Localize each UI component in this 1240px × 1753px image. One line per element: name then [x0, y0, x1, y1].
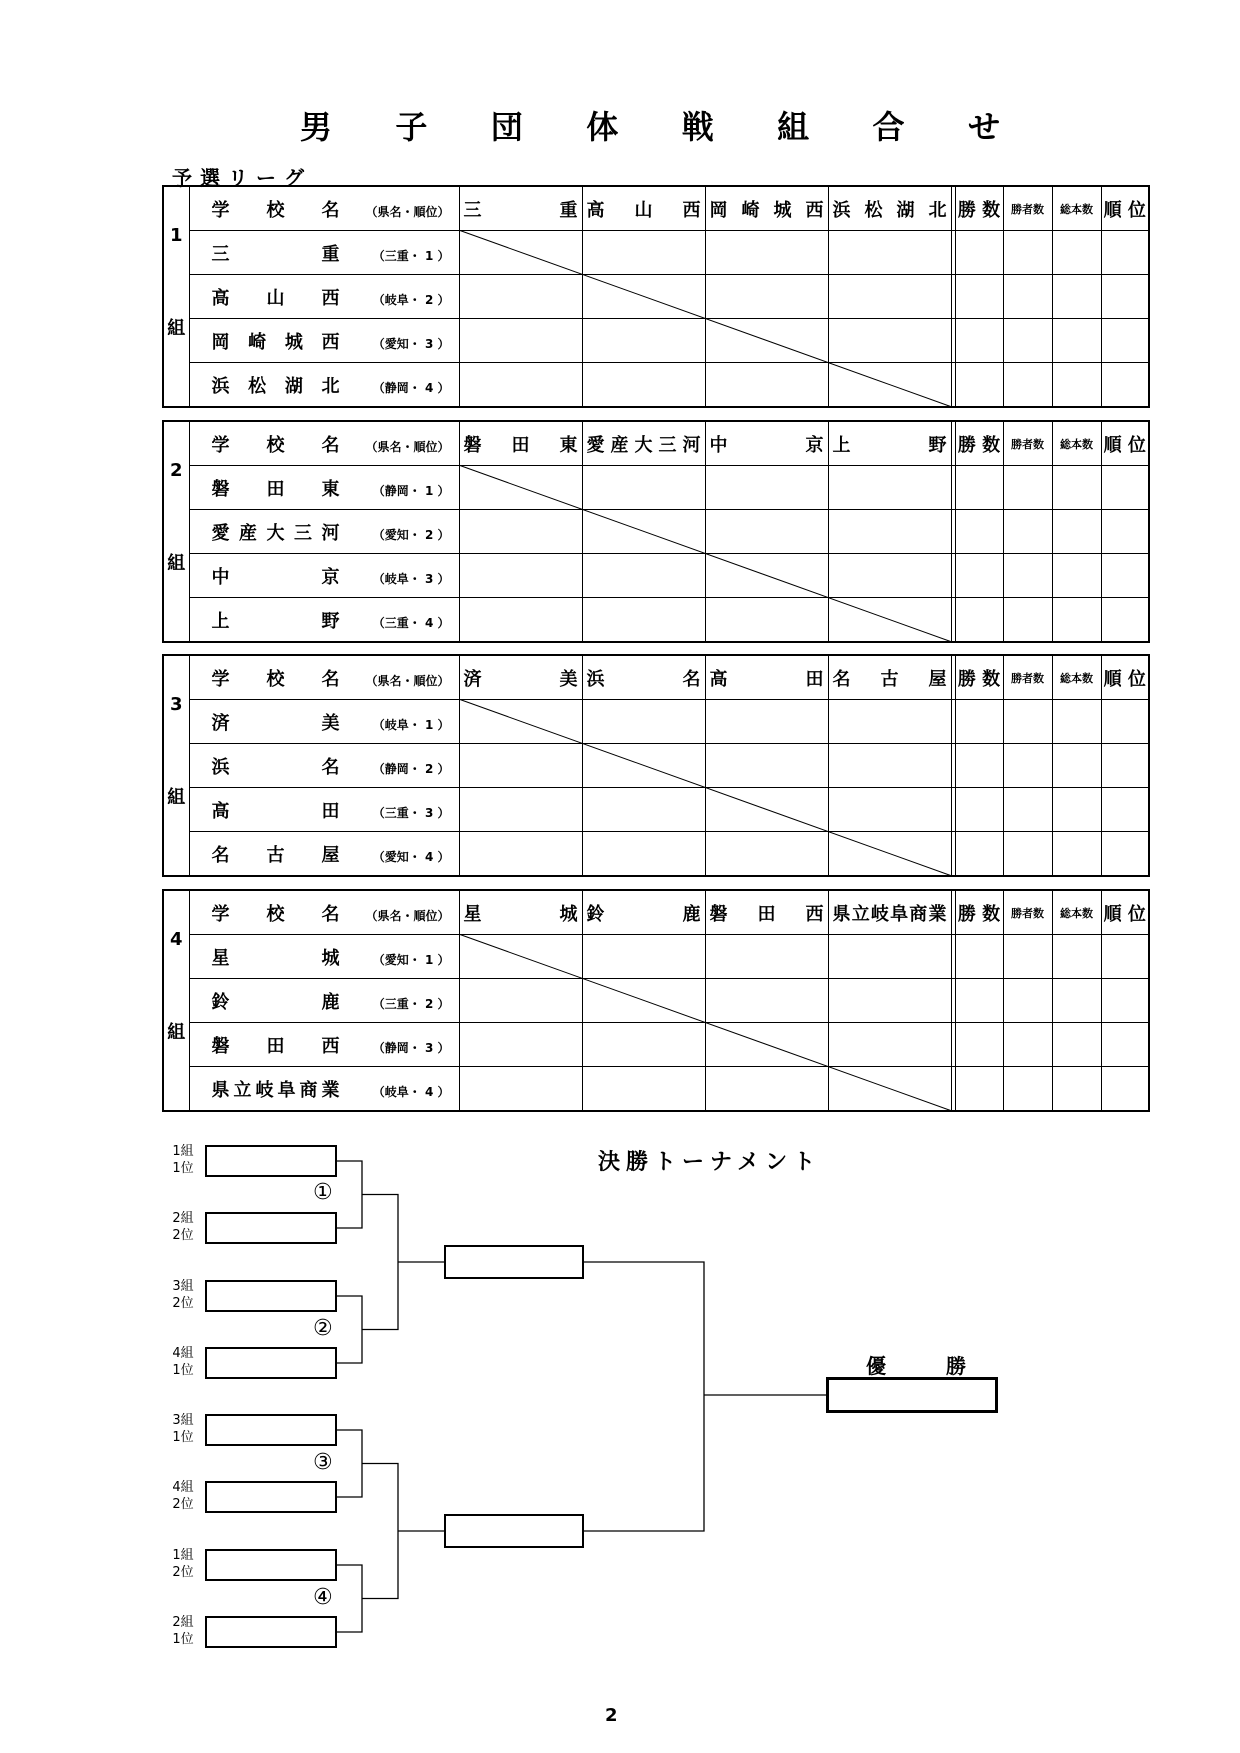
school-name: 磐田西 — [211, 1035, 340, 1057]
opponent-header-name: 県立岐阜商業 — [832, 903, 947, 925]
school-info: （愛知・ 1 ） — [372, 952, 450, 967]
title-char: 体 — [586, 108, 619, 146]
school-name-header-label: 学 校 名 — [211, 668, 340, 690]
total-header: 総本数 — [1052, 890, 1101, 935]
wins-header: 勝 数 — [955, 421, 1003, 466]
group-kumi-label: 組 — [167, 553, 186, 574]
group-number: 1 — [169, 225, 183, 246]
winners-header: 勝者数 — [1003, 421, 1052, 466]
school-info: （静岡・ 1 ） — [372, 483, 450, 498]
bracket-slot-label: 3組 2位 — [172, 1279, 194, 1311]
wins-header: 勝 数 — [955, 186, 1003, 231]
group-number: 4 — [169, 929, 183, 950]
winners-header: 勝者数 — [1003, 186, 1052, 231]
bracket-slot-label: 2組 2位 — [172, 1211, 194, 1243]
group-number: 3 — [169, 694, 183, 715]
rank-header: 順 位 — [1101, 655, 1149, 700]
title-char: 男 — [300, 108, 333, 146]
school-name: 高山西 — [211, 287, 340, 309]
school-info-header-label: （県名・順位） — [365, 908, 450, 923]
rank-header: 順 位 — [1101, 890, 1149, 935]
opponent-header-name: 磐田東 — [463, 434, 578, 456]
group-kumi-label: 組 — [167, 318, 186, 339]
bracket-slot-label: 3組 1位 — [172, 1413, 194, 1445]
school-info: （三重・ 1 ） — [372, 248, 450, 263]
opponent-header-name: 名古屋 — [832, 668, 947, 690]
rank-header: 順 位 — [1101, 421, 1149, 466]
school-name: 高田 — [211, 800, 340, 822]
school-info: （三重・ 4 ） — [372, 615, 450, 630]
school-info: （三重・ 2 ） — [372, 996, 450, 1011]
winners-header: 勝者数 — [1003, 890, 1052, 935]
school-info: （静岡・ 2 ） — [372, 761, 450, 776]
school-info-header-label: （県名・順位） — [365, 439, 450, 454]
opponent-header-name: 愛産大三河 — [586, 434, 701, 456]
opponent-header-name: 三重 — [463, 199, 578, 221]
champion-label: 優 勝 — [866, 1354, 966, 1378]
school-info-header-label: （県名・順位） — [365, 204, 450, 219]
school-info: （岐阜・ 4 ） — [372, 1084, 450, 1099]
group-number: 2 — [169, 460, 183, 481]
school-info-header-label: （県名・順位） — [365, 673, 450, 688]
school-info: （三重・ 3 ） — [372, 805, 450, 820]
opponent-header-name: 磐田西 — [709, 903, 824, 925]
school-info: （岐阜・ 2 ） — [372, 292, 450, 307]
school-name: 磐田東 — [211, 478, 340, 500]
match-number: ① — [313, 1180, 333, 1205]
opponent-header-name: 浜松湖北 — [832, 199, 947, 221]
bracket-slot-label: 1組 2位 — [172, 1548, 194, 1580]
school-info: （静岡・ 4 ） — [372, 380, 450, 395]
wins-header: 勝 数 — [955, 655, 1003, 700]
opponent-header-name: 上野 — [832, 434, 947, 456]
opponent-header-name: 星城 — [463, 903, 578, 925]
title-char: 合 — [872, 108, 905, 146]
bracket-slot-label: 4組 2位 — [172, 1480, 194, 1512]
school-name: 浜名 — [211, 756, 340, 778]
group-kumi-label: 組 — [167, 1022, 186, 1043]
bracket-slot-label: 4組 1位 — [172, 1346, 194, 1378]
opponent-header-name: 済美 — [463, 668, 578, 690]
opponent-header-name: 浜名 — [586, 668, 701, 690]
rank-header: 順 位 — [1101, 186, 1149, 231]
match-number: ③ — [313, 1450, 333, 1475]
opponent-header-name: 岡崎城西 — [709, 199, 824, 221]
title-char: 組 — [777, 108, 810, 146]
school-name: 中京 — [211, 566, 340, 588]
school-name-header-label: 学 校 名 — [211, 199, 340, 221]
school-name: 浜松湖北 — [211, 375, 340, 397]
match-number: ④ — [313, 1585, 333, 1610]
opponent-header-name: 高山西 — [586, 199, 701, 221]
school-name: 名古屋 — [211, 844, 340, 866]
title-char: 子 — [395, 108, 428, 146]
title-char: 戦 — [681, 108, 714, 146]
opponent-header-name: 中京 — [709, 434, 824, 456]
bracket-slot-label: 2組 1位 — [172, 1615, 194, 1647]
total-header: 総本数 — [1052, 186, 1101, 231]
page-number: 2 — [605, 1705, 618, 1726]
school-info: （愛知・ 2 ） — [372, 527, 450, 542]
tournament-title: 決勝トーナメント — [598, 1150, 822, 1175]
school-info: （岐阜・ 3 ） — [372, 571, 450, 586]
school-name: 星城 — [211, 947, 340, 969]
school-name: 済美 — [211, 712, 340, 734]
bracket-slot-label: 1組 1位 — [172, 1144, 194, 1176]
school-info: （静岡・ 3 ） — [372, 1040, 450, 1055]
wins-header: 勝 数 — [955, 890, 1003, 935]
group-kumi-label: 組 — [167, 787, 186, 808]
school-info: （岐阜・ 1 ） — [372, 717, 450, 732]
school-name-header-label: 学 校 名 — [211, 903, 340, 925]
school-name: 県立岐阜商業 — [211, 1079, 340, 1101]
school-info: （愛知・ 4 ） — [372, 849, 450, 864]
preliminary-league-heading: 予選リーグ — [172, 166, 312, 190]
match-number: ② — [313, 1316, 333, 1341]
total-header: 総本数 — [1052, 421, 1101, 466]
school-name: 愛産大三河 — [211, 522, 340, 544]
school-name: 上野 — [211, 610, 340, 632]
title-char: せ — [967, 108, 1000, 146]
school-name: 鈴鹿 — [211, 991, 340, 1013]
school-name-header-label: 学 校 名 — [211, 434, 340, 456]
school-name: 三重 — [211, 243, 340, 265]
opponent-header-name: 高田 — [709, 668, 824, 690]
school-name: 岡崎城西 — [211, 331, 340, 353]
title-char: 団 — [490, 108, 523, 146]
total-header: 総本数 — [1052, 655, 1101, 700]
opponent-header-name: 鈴鹿 — [586, 903, 701, 925]
school-info: （愛知・ 3 ） — [372, 336, 450, 351]
winners-header: 勝者数 — [1003, 655, 1052, 700]
